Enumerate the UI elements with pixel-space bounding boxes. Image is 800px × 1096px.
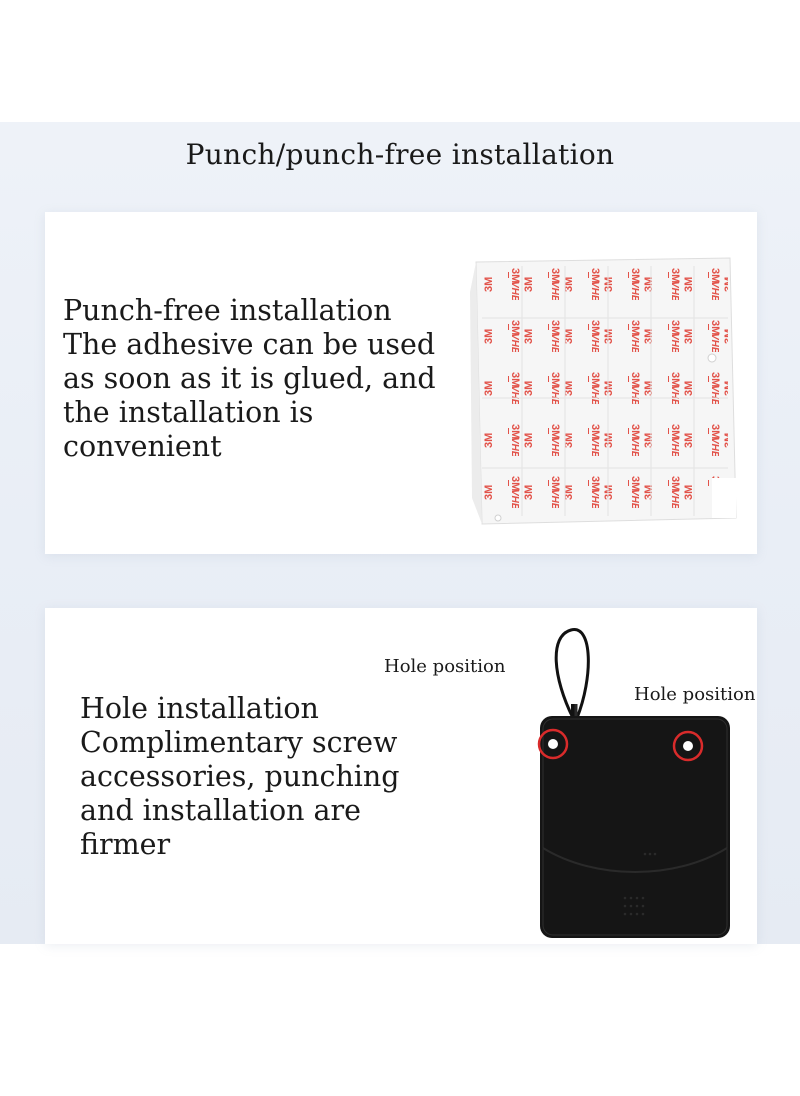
hole-line-4: and installation are (80, 794, 362, 827)
punch-free-line-3: as soon as it is glued, and (63, 362, 436, 395)
bottom-margin (0, 944, 800, 1096)
adhesive-tape-image (462, 248, 742, 528)
hole-position-label-right: Hole position (634, 684, 756, 705)
hole-line-1: Hole installation (80, 692, 319, 725)
hole-installation-panel (45, 608, 757, 944)
punch-free-line-2: The adhesive can be used (63, 328, 436, 361)
punch-free-description (63, 294, 463, 464)
punch-free-line-1: Punch-free installation (63, 294, 392, 327)
page-title: Punch/punch-free installation (185, 138, 615, 171)
punch-free-panel (45, 212, 757, 554)
door-closer-device-image (485, 618, 765, 948)
hole-position-label-left: Hole position (384, 656, 506, 677)
hole-installation-description (80, 692, 480, 862)
hole-line-2: Complimentary screw (80, 726, 398, 759)
hole-line-3: accessories, punching (80, 760, 400, 793)
punch-free-line-5: convenient (63, 430, 222, 463)
punch-free-line-4: the installation is (63, 396, 314, 429)
hole-line-5: firmer (80, 828, 171, 861)
